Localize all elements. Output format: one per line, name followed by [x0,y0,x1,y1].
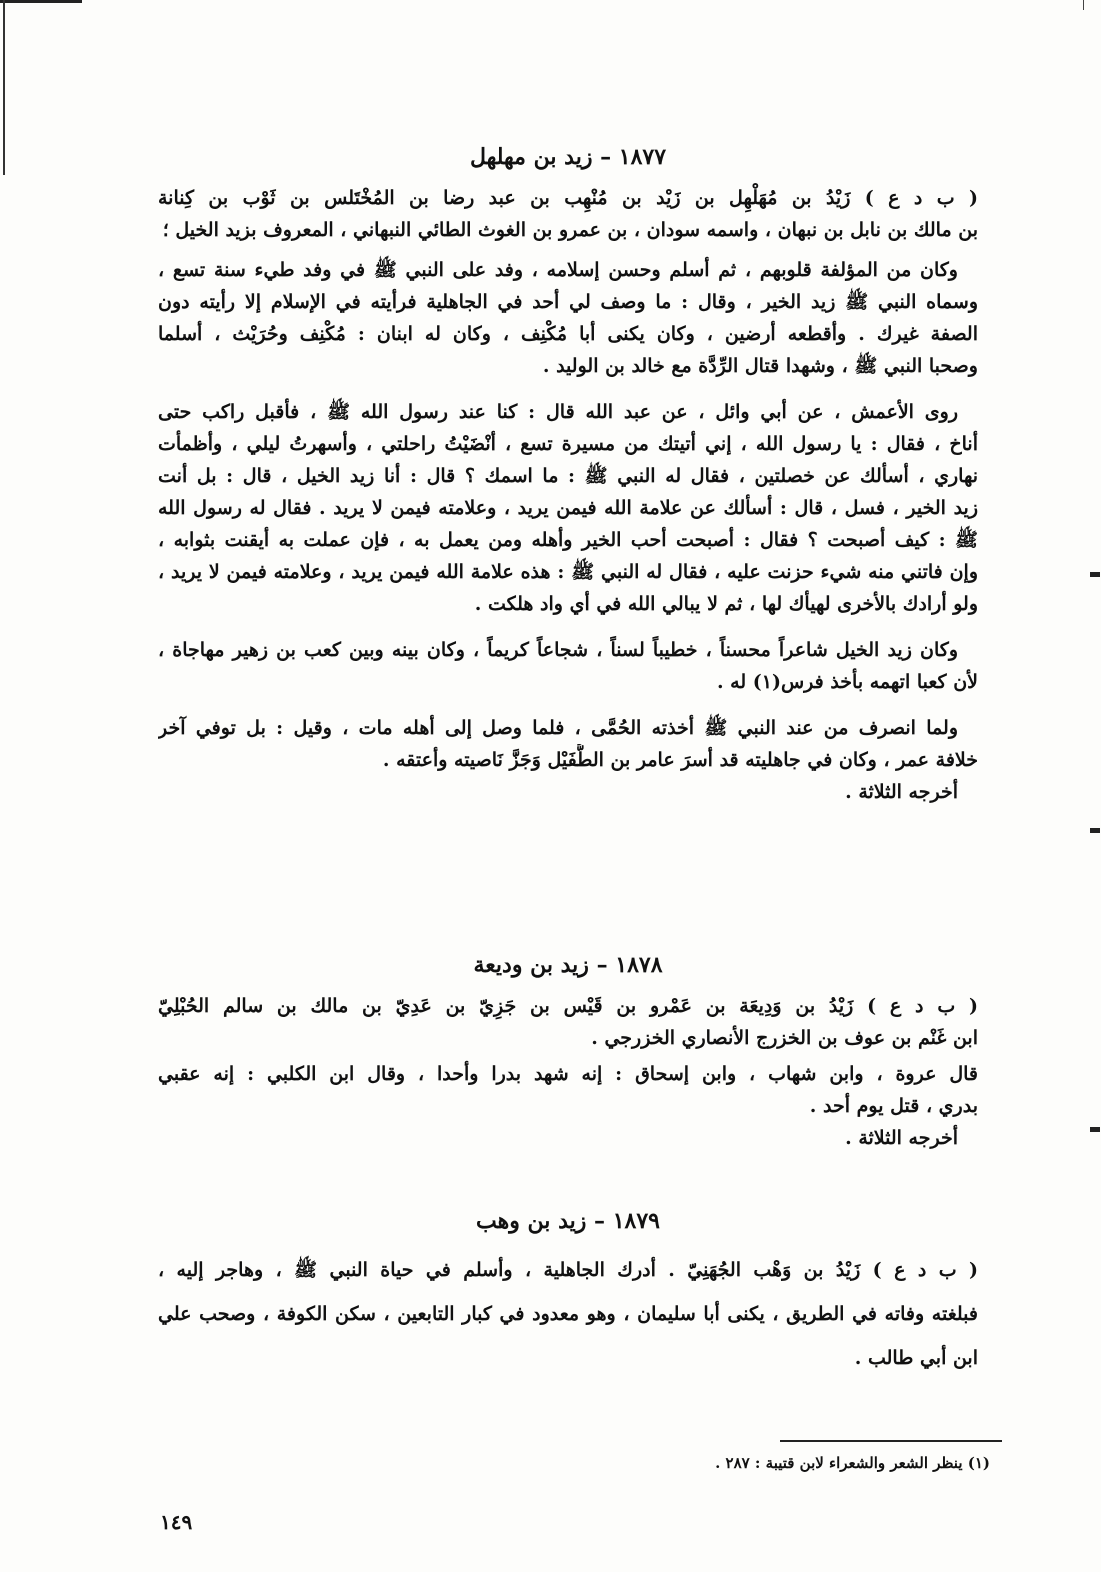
text-line: ابن أبي طالب . [854,1347,978,1369]
text-line: وكان من المؤلفة قلوبهم ، ثم أسلم وحسن إسلامه ، وفد على النبي ﷺ في وفد طيء سنة تسع ، [158,259,958,281]
scan-rule-right [1083,0,1084,10]
text-line: بن مالك بن نابل بن نبهان ، واسمه سودان ، بن عمرو بن الغوث الطائي النبهاني ، المعروف بزيد الخيل ؛ [162,219,978,241]
entry-body [158,1248,978,1380]
paragraph [158,1248,978,1380]
text-line: بدري ، قتل يوم أحد . [809,1095,978,1117]
text-line: وإن فاتني منه شيء حزنت عليه ، فقال له النبي ﷺ : هذه علامة الله فيمن يريد ، وعلامته فيمن لا يريد ، [158,561,978,583]
text-line: الصفة غيرك . وأقطعه أرضين ، وكان يكنى أبا مُكْنِف ، وكان له ابنان : مُكْنِف وحُرَيْث ، أسلما [158,323,978,345]
entry-heading: ١٨٧٩ – زيد بن وهب [476,1208,660,1234]
text-line: لأن كعبا اتهمه بأخذ فرس(١) له . [716,671,978,693]
text-line: قال عروة ، وابن شهاب ، وابن إسحاق : إنه شهد بدرا وأحدا ، وقال ابن الكلبي : إنه عقبي [158,1063,978,1085]
paragraph [158,634,978,698]
text-line: أناخ ، فقال : يا رسول الله ، إني أتيتك من مسيرة تسع ، أنْضَيْتُ راحلتي ، وأسهرتُ ليلي ، وأظمأت [158,433,978,455]
footnote-rule [780,1440,1002,1442]
text-line: ( ب د ع ) زَيْدُ بن وَهْب الجُهَنِيّ . أدرك الجاهلية ، وأسلم في حياة النبي ﷺ ، وهاجر إليه ، [158,1259,978,1281]
page-number: ١٤٩ [160,1510,193,1534]
scan-frame-left [3,0,5,175]
text-line: ( ب د ع ) زَيْدُ بن وَدِيعَة بن عَمْرو بن قَيْس بن جَزِيّ بن عَدِيّ بن مالك بن سالم الحُبْلِيّ [158,995,978,1017]
margin-mark [1090,1127,1100,1132]
entry-body [158,990,978,1154]
paragraph [158,254,978,382]
footnote: (١) ينظر الشعر والشعراء لابن قتيبة : ٢٨٧ . [715,1454,990,1472]
text-line: ولو أرادك بالأخرى لهيأك لها ، ثم لا يبالي الله في أي واد هلكت . [474,593,978,615]
text-line: خلافة عمر ، وكان في جاهليته قد أسرَ عامر بن الطُّفَيْل وَجَزَّ نَاصيته وأعتقه . [382,749,978,771]
closing-note: أخرجه الثلاثة . [845,781,958,803]
entry-heading: ١٨٧٨ – زيد بن وديعة [473,952,663,978]
text-line: وصحبا النبي ﷺ ، وشهدا قتال الرِّدَّة مع خالد بن الوليد . [542,355,978,377]
paragraph [158,712,978,776]
closing-note: أخرجه الثلاثة . [845,1127,958,1149]
paragraph [158,1058,978,1122]
paragraph [158,182,978,246]
text-line: زيد الخير ، فسل ، قال : أسألك عن علامة الله فيمن يريد ، وعلامته فيمن لا يريد . فقال له رسول الله [158,497,978,519]
text-line: فبلغته وفاته في الطريق ، يكنى أبا سليمان ، وهو معدود في كبار التابعين ، سكن الكوفة ، وصحب علي [158,1303,978,1325]
text-line: ﷺ : كيف أصبحت ؟ فقال : أصبحت أحب الخير وأهله ومن يعمل به ، فإن عملت به أيقنت بثوابه ، [158,529,978,551]
paragraph [158,396,978,620]
text-line: ابن غَنْم بن عوف بن الخزرج الأنصاري الخزرجي . [591,1027,978,1049]
entry-body [158,182,978,808]
margin-mark [1090,572,1100,577]
text-line: ولما انصرف من عند النبي ﷺ أخذته الحُمَّى ، فلما وصل إلى أهله مات ، وقيل : بل توفي آخر [158,717,958,739]
text-line: وكان زيد الخيل شاعراً محسناً ، خطيباً لسناً ، شجاعاً كريماً ، وكان بينه وبين كعب بن زهير مهاجاة ، [158,639,958,661]
entry-heading: ١٨٧٧ – زيد بن مهلهل [469,144,667,170]
text-line: ( ب د ع ) زَيْدُ بن مُهَلْهِل بن زَيْد بن مُنْهِب بن عبد رضا بن المُخْتَلس بن ثَوْب بن كِنانة [158,187,978,209]
text-line: وسماه النبي ﷺ زيد الخير ، وقال : ما وصف لي أحد في الجاهلية فرأيته في الإسلام إلا رأيته دون [158,291,978,313]
scan-frame-top [0,0,82,3]
text-line: نهاري ، أسألك عن خصلتين ، فقال له النبي ﷺ : ما اسمك ؟ قال : أنا زيد الخيل ، قال : بل أنت [158,465,978,487]
margin-mark [1090,828,1100,833]
paragraph [158,990,978,1054]
text-line: روى الأعمش ، عن أبي وائل ، عن عبد الله قال : كنا عند رسول الله ﷺ ، فأقبل راكب حتى [158,401,958,423]
